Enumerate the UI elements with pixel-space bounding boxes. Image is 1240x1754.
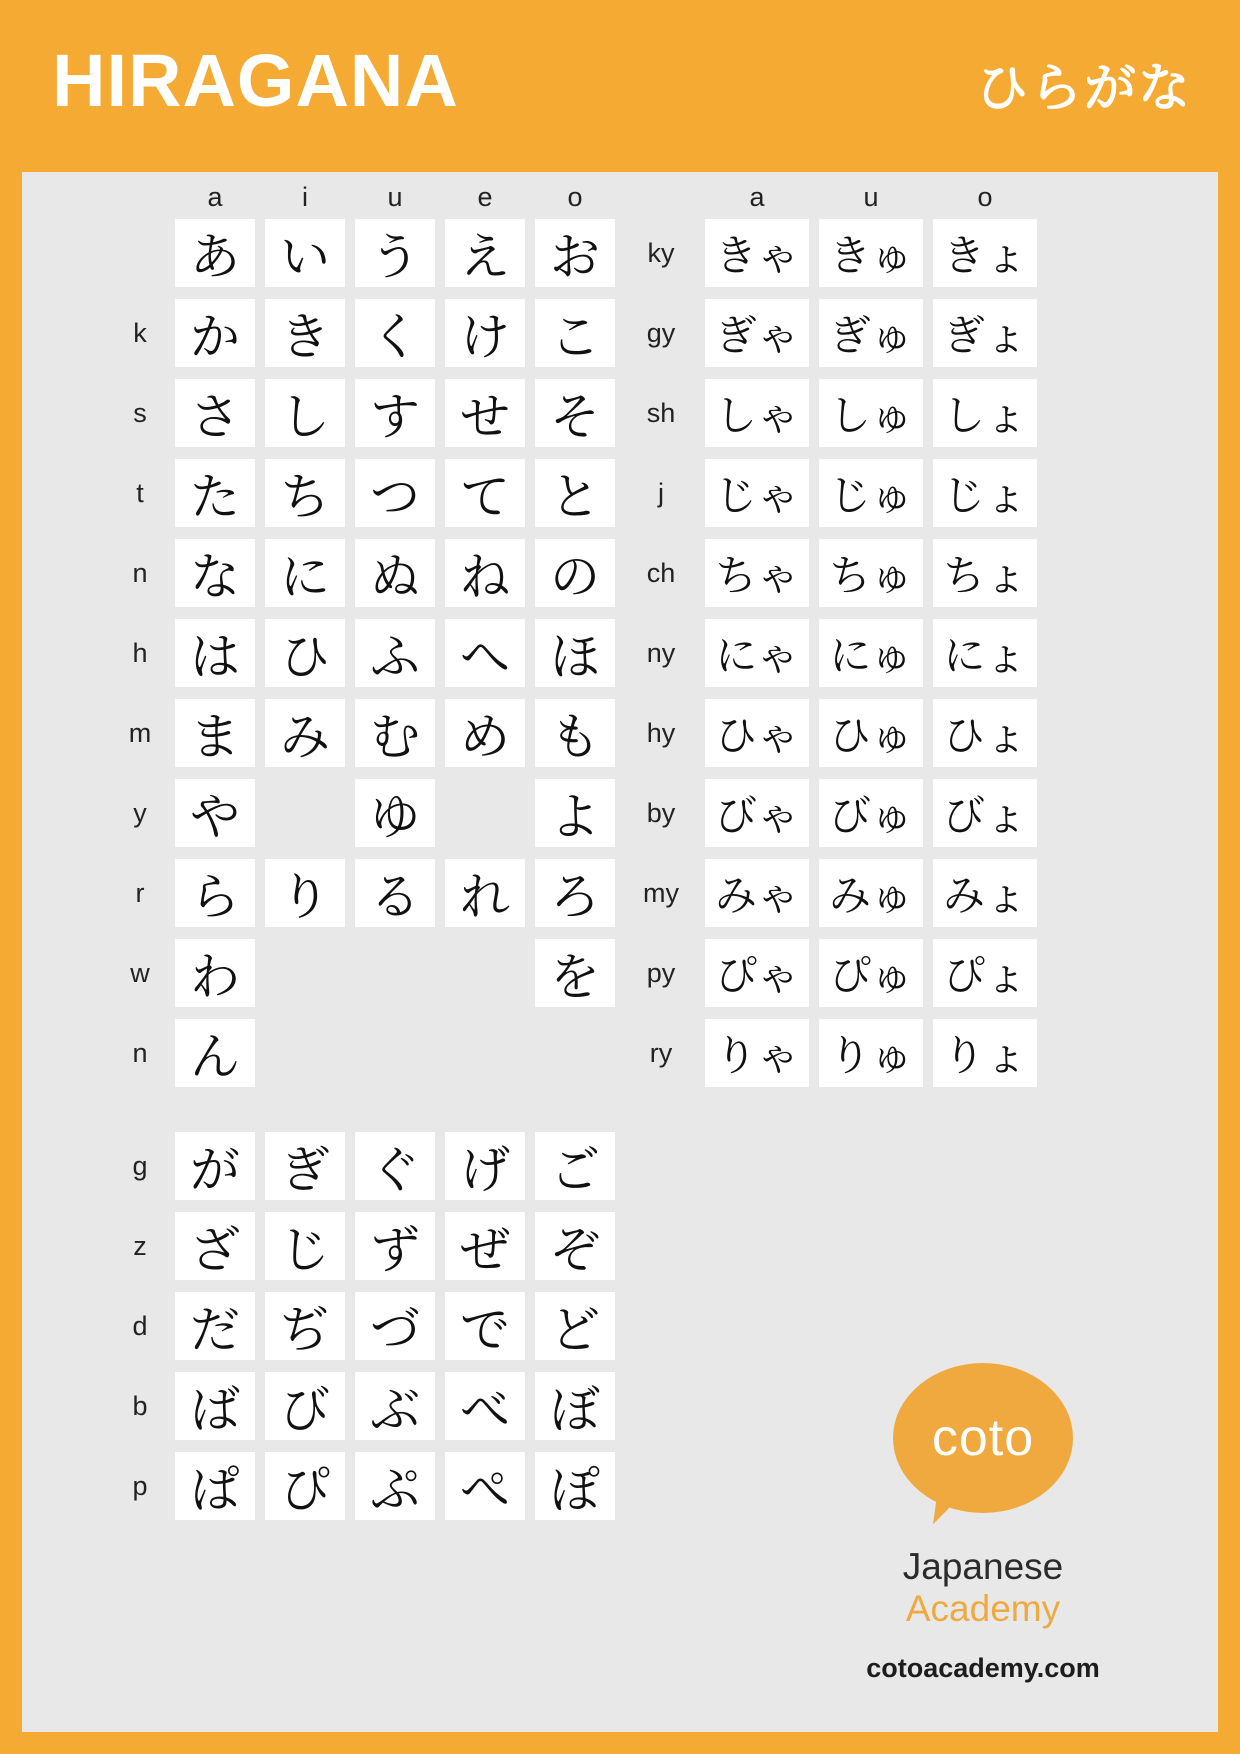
table-row: [110, 539, 620, 607]
column-header-i: i: [302, 182, 308, 212]
table-row: [622, 699, 1042, 767]
kana-cell: ぷ: [355, 1452, 435, 1520]
brand-line-2: Academy: [905, 1588, 1061, 1630]
brand-logo: [818, 1363, 1148, 1684]
table-row: [110, 699, 620, 767]
kana-cell: だ: [175, 1292, 255, 1360]
table-row: [110, 459, 620, 527]
column-header-a: a: [749, 182, 765, 212]
row-label: z: [133, 1230, 147, 1261]
row-label: d: [132, 1310, 148, 1341]
kana-cell: ぴ: [265, 1452, 345, 1520]
kana-cell: びゅ: [819, 779, 923, 847]
kana-cell: きょ: [933, 219, 1037, 287]
kana-cell: ね: [445, 539, 525, 607]
kana-cell-empty: [265, 1019, 345, 1087]
row-label: ch: [646, 557, 676, 588]
table-row: [622, 379, 1042, 447]
kana-cell: し: [265, 379, 345, 447]
kana-cell: きゃ: [705, 219, 809, 287]
kana-cell: ゆ: [355, 779, 435, 847]
kana-cell: ら: [175, 859, 255, 927]
row-label: by: [646, 797, 676, 828]
kana-cell: しょ: [933, 379, 1037, 447]
row-label: g: [132, 1150, 148, 1181]
kana-cell: べ: [445, 1372, 525, 1440]
row-label: j: [658, 477, 664, 508]
speech-bubble-circle: [893, 1363, 1073, 1513]
kana-cell: る: [355, 859, 435, 927]
kana-cell-empty: [355, 1019, 435, 1087]
kana-cell: ぢ: [265, 1292, 345, 1360]
table-row: [110, 1212, 620, 1280]
kana-cell: ひゅ: [819, 699, 923, 767]
kana-cell: む: [355, 699, 435, 767]
row-label: ky: [647, 237, 675, 268]
kana-cell: ぶ: [355, 1372, 435, 1440]
column-header-e: e: [477, 182, 493, 212]
kana-cell: ど: [535, 1292, 615, 1360]
column-header-o: o: [977, 182, 993, 212]
kana-cell: ぼ: [535, 1372, 615, 1440]
row-label: sh: [646, 397, 676, 428]
table-row: [110, 1132, 620, 1200]
kana-cell: ざ: [175, 1212, 255, 1280]
kana-cell-empty: [265, 779, 345, 847]
kana-cell: じゃ: [705, 459, 809, 527]
kana-cell: じゅ: [819, 459, 923, 527]
table-row: [110, 859, 620, 927]
kana-cell: りゃ: [705, 1019, 809, 1087]
row-label: w: [130, 957, 150, 988]
kana-cell: は: [175, 619, 255, 687]
speech-bubble-icon: [888, 1363, 1078, 1538]
kana-cell: ふ: [355, 619, 435, 687]
gojuon-column-headers: [110, 182, 620, 213]
youon-table: [622, 182, 1042, 1099]
kana-cell: ぴゃ: [705, 939, 809, 1007]
kana-cell: ぬ: [355, 539, 435, 607]
row-label: b: [132, 1390, 148, 1421]
table-row: [110, 619, 620, 687]
kana-cell: ろ: [535, 859, 615, 927]
kana-cell: へ: [445, 619, 525, 687]
kana-cell: て: [445, 459, 525, 527]
kana-cell: と: [535, 459, 615, 527]
kana-cell: せ: [445, 379, 525, 447]
row-label: gy: [646, 317, 676, 348]
row-label: my: [643, 877, 679, 908]
table-row: [622, 1019, 1042, 1087]
website-url: cotoacademy.com: [866, 1653, 1100, 1683]
page-title-japanese: ひらがな: [975, 60, 1192, 118]
table-row: [622, 859, 1042, 927]
column-header-u: u: [387, 182, 403, 212]
table-row: [110, 1372, 620, 1440]
kana-cell: ま: [175, 699, 255, 767]
kana-cell: ひ: [265, 619, 345, 687]
row-label: hy: [646, 717, 676, 748]
kana-cell-empty: [355, 939, 435, 1007]
table-row: [110, 779, 620, 847]
kana-cell: ぜ: [445, 1212, 525, 1280]
kana-cell: ぎゃ: [705, 299, 809, 367]
kana-cell: みゅ: [819, 859, 923, 927]
kana-cell: ひゃ: [705, 699, 809, 767]
kana-cell: く: [355, 299, 435, 367]
kana-cell: よ: [535, 779, 615, 847]
kana-cell: びょ: [933, 779, 1037, 847]
kana-cell: にゅ: [819, 619, 923, 687]
row-label: h: [132, 637, 148, 668]
kana-cell: げ: [445, 1132, 525, 1200]
kana-cell: ぎゅ: [819, 299, 923, 367]
kana-cell: さ: [175, 379, 255, 447]
kana-cell: ほ: [535, 619, 615, 687]
row-label: p: [132, 1470, 148, 1501]
table-row: [622, 459, 1042, 527]
kana-cell: にょ: [933, 619, 1037, 687]
dakuten-table: [110, 1132, 620, 1532]
kana-cell: ぞ: [535, 1212, 615, 1280]
row-label: r: [135, 877, 145, 908]
kana-cell: みょ: [933, 859, 1037, 927]
row-label: t: [136, 477, 144, 508]
row-label: s: [133, 397, 147, 428]
kana-cell-empty: [445, 779, 525, 847]
kana-cell: お: [535, 219, 615, 287]
table-row: [110, 219, 620, 287]
kana-cell: こ: [535, 299, 615, 367]
table-row: [622, 779, 1042, 847]
page-title: HIRAGANA: [52, 39, 459, 122]
kana-cell: そ: [535, 379, 615, 447]
kana-cell: ん: [175, 1019, 255, 1087]
kana-cell: にゃ: [705, 619, 809, 687]
kana-cell: ぴゅ: [819, 939, 923, 1007]
kana-cell-empty: [445, 939, 525, 1007]
row-label: n: [132, 1037, 148, 1068]
kana-cell: ぎ: [265, 1132, 345, 1200]
kana-cell: ぎょ: [933, 299, 1037, 367]
kana-cell-empty: [265, 939, 345, 1007]
chart-sheet: [22, 172, 1218, 1732]
kana-cell: ぐ: [355, 1132, 435, 1200]
kana-cell: ちゅ: [819, 539, 923, 607]
kana-cell: ぺ: [445, 1452, 525, 1520]
table-row: [622, 939, 1042, 1007]
kana-cell: づ: [355, 1292, 435, 1360]
kana-cell: ちょ: [933, 539, 1037, 607]
kana-cell: か: [175, 299, 255, 367]
column-header-u: u: [863, 182, 879, 212]
kana-cell: きゅ: [819, 219, 923, 287]
kana-cell: け: [445, 299, 525, 367]
kana-cell: み: [265, 699, 345, 767]
table-row: [622, 299, 1042, 367]
table-row: [110, 939, 620, 1007]
kana-cell: ず: [355, 1212, 435, 1280]
row-label: py: [646, 957, 676, 988]
kana-cell: や: [175, 779, 255, 847]
kana-cell: みゃ: [705, 859, 809, 927]
table-row: [110, 1292, 620, 1360]
kana-cell: ば: [175, 1372, 255, 1440]
column-header-a: a: [207, 182, 223, 212]
row-label: ny: [646, 637, 676, 668]
table-row: [110, 299, 620, 367]
kana-cell: りゅ: [819, 1019, 923, 1087]
kana-cell: に: [265, 539, 345, 607]
kana-cell: の: [535, 539, 615, 607]
kana-cell: わ: [175, 939, 255, 1007]
kana-cell: で: [445, 1292, 525, 1360]
column-header-o: o: [567, 182, 583, 212]
table-row: [622, 619, 1042, 687]
kana-cell: しゃ: [705, 379, 809, 447]
kana-cell: り: [265, 859, 345, 927]
kana-cell: ぴょ: [933, 939, 1037, 1007]
row-label: m: [128, 717, 152, 748]
table-row: [622, 539, 1042, 607]
kana-cell: も: [535, 699, 615, 767]
kana-cell: び: [265, 1372, 345, 1440]
kana-cell: す: [355, 379, 435, 447]
table-row: [110, 379, 620, 447]
kana-cell-empty: [445, 1019, 525, 1087]
kana-cell: ひょ: [933, 699, 1037, 767]
kana-cell: れ: [445, 859, 525, 927]
kana-cell: い: [265, 219, 345, 287]
row-label: k: [133, 317, 147, 348]
kana-cell: ぽ: [535, 1452, 615, 1520]
kana-cell: あ: [175, 219, 255, 287]
row-label: n: [132, 557, 148, 588]
kana-cell: め: [445, 699, 525, 767]
gojuon-table: [110, 182, 620, 1099]
table-row: [110, 1452, 620, 1520]
kana-cell: え: [445, 219, 525, 287]
kana-cell: びゃ: [705, 779, 809, 847]
table-row: [110, 1019, 620, 1087]
kana-cell: ち: [265, 459, 345, 527]
brand-line-1: Japanese: [902, 1545, 1064, 1587]
kana-cell: じょ: [933, 459, 1037, 527]
kana-cell: りょ: [933, 1019, 1037, 1087]
kana-cell: ちゃ: [705, 539, 809, 607]
kana-cell: ご: [535, 1132, 615, 1200]
kana-cell: じ: [265, 1212, 345, 1280]
kana-cell: た: [175, 459, 255, 527]
kana-cell: が: [175, 1132, 255, 1200]
kana-cell: を: [535, 939, 615, 1007]
table-row: [622, 219, 1042, 287]
youon-column-headers: [622, 182, 1042, 213]
kana-cell: ぱ: [175, 1452, 255, 1520]
row-label: ry: [649, 1037, 673, 1068]
kana-cell: しゅ: [819, 379, 923, 447]
kana-cell: な: [175, 539, 255, 607]
kana-cell: つ: [355, 459, 435, 527]
row-label: y: [133, 797, 147, 828]
logo-text: coto: [931, 1408, 1035, 1467]
kana-cell: う: [355, 219, 435, 287]
kana-cell-empty: [535, 1019, 615, 1087]
kana-cell: き: [265, 299, 345, 367]
page-header: [0, 0, 1240, 172]
